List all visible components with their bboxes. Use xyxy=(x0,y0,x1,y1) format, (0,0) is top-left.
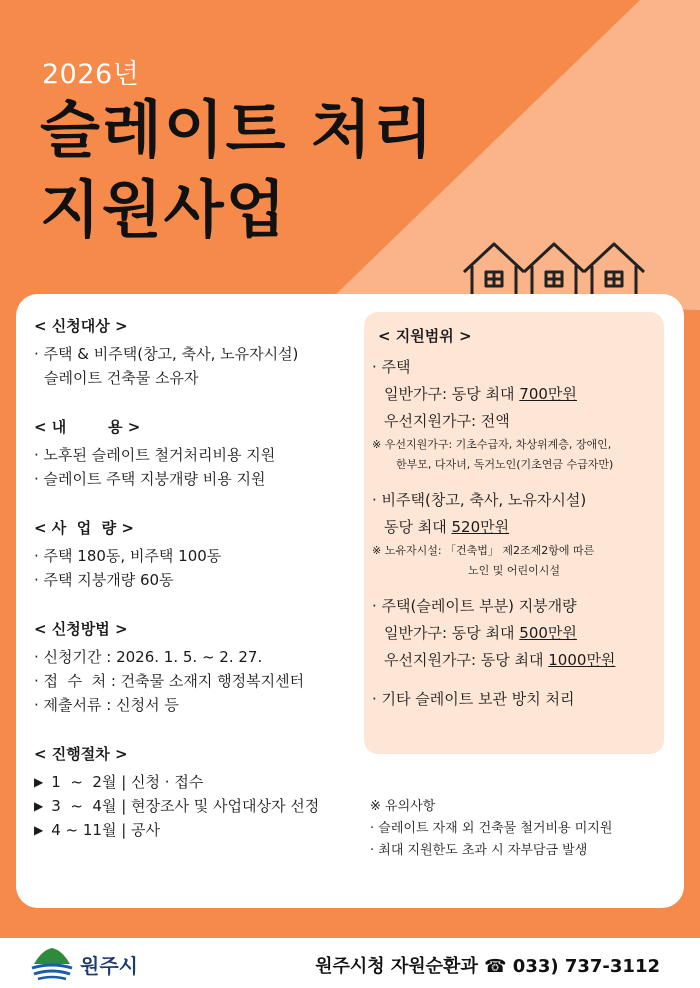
wonju-logo-icon xyxy=(30,944,74,982)
section-heading: < 사 업 량 > xyxy=(34,519,134,537)
title-line-1: 슬레이트 처리 xyxy=(40,93,435,166)
list-item: · 제출서류 : 신청서 등 xyxy=(34,696,179,714)
amount: 700만원 xyxy=(519,385,577,403)
triangle-right-icon: ▶ xyxy=(34,823,44,837)
support-roof-priority xyxy=(372,647,662,674)
process-step xyxy=(34,794,364,818)
section-process xyxy=(34,744,364,842)
support-note: 노인 및 어린이시설 xyxy=(468,564,561,577)
support-roof: · 주택(슬레이트 부분) 지붕개량 xyxy=(372,597,577,615)
label: 일반가구: 동당 최대 xyxy=(384,624,520,642)
list-item: · 신청기간 : 2026. 1. 5. ~ 2. 27. xyxy=(34,648,263,666)
year-label: 2026년 xyxy=(42,59,140,90)
list-item: 슬레이트 건축물 소유자 xyxy=(44,369,199,387)
amount: 1000만원 xyxy=(548,651,616,669)
support-house-general xyxy=(372,381,662,408)
support-note: 한부모, 다자녀, 독거노인(기초연금 수급자만) xyxy=(396,458,614,471)
triangle-right-icon: ▶ xyxy=(34,799,44,813)
note-item: · 최대 지원한도 초과 시 자부담금 발생 xyxy=(370,843,588,858)
list-item: · 노후된 슬레이트 철거처리비용 지원 xyxy=(34,446,276,464)
support-roof-general xyxy=(372,620,662,647)
list-item: · 접 수 처 : 건축물 소재지 행정복지센터 xyxy=(34,672,305,690)
list-item: · 주택 & 비주택(창고, 축사, 노유자시설) xyxy=(34,345,299,363)
support-nonhouse: · 비주택(창고, 축사, 노유자시설) xyxy=(372,491,587,509)
process-step-text: 1 ~ 2월 | 신청 · 접수 xyxy=(51,773,204,791)
support-other: · 기타 슬레이트 보관 방치 처리 xyxy=(372,690,575,708)
note-item: · 슬레이트 자재 외 건축물 철거비용 미지원 xyxy=(370,821,613,836)
title-line-2: 지원사업 xyxy=(40,173,288,246)
section-volume xyxy=(34,518,364,592)
label: 일반가구: 동당 최대 xyxy=(384,385,520,403)
section-target xyxy=(34,316,364,390)
support-nonhouse-amount xyxy=(372,514,662,541)
section-heading: < 신청방법 > xyxy=(34,620,128,638)
notes-section xyxy=(370,796,670,862)
section-heading: < 신청대상 > xyxy=(34,317,128,335)
list-item: · 슬레이트 주택 지붕개량 비용 지원 xyxy=(34,470,266,488)
houses-icon xyxy=(460,238,650,298)
support-content xyxy=(372,326,662,713)
list-item: · 주택 180동, 비주택 100동 xyxy=(34,547,222,565)
support-note: ※ 노유자시설: 「건축법」 제2조제2항에 따른 xyxy=(372,544,595,557)
page-title xyxy=(40,90,435,250)
label: 우선지원가구: 동당 최대 xyxy=(384,651,549,669)
notes-heading: ※ 유의사항 xyxy=(370,799,436,814)
left-column xyxy=(34,316,364,869)
list-item: · 주택 지붕개량 60동 xyxy=(34,571,174,589)
amount: 500만원 xyxy=(519,624,577,642)
section-heading: < 진행절차 > xyxy=(34,745,128,763)
section-method xyxy=(34,619,364,717)
process-step-text: 4 ~ 11월 | 공사 xyxy=(51,821,161,839)
process-step xyxy=(34,770,364,794)
section-heading: < 내 용 > xyxy=(34,418,141,436)
logo-text: 원주시 xyxy=(80,954,138,978)
contact-info: 원주시청 자원순환과 ☎ 033) 737-3112 xyxy=(315,956,660,977)
process-step xyxy=(34,818,364,842)
section-content xyxy=(34,417,364,491)
support-house: · 주택 xyxy=(372,358,411,376)
support-heading: < 지원범위 > xyxy=(378,327,472,345)
process-step-text: 3 ~ 4월 | 현장조사 및 사업대상자 선정 xyxy=(51,797,320,815)
label: 동당 최대 xyxy=(384,518,452,536)
support-house-priority: 우선지원가구: 전액 xyxy=(384,412,510,430)
support-note: ※ 우선지원가구: 기초수급자, 차상위계층, 장애인, xyxy=(372,438,612,451)
amount: 520만원 xyxy=(451,518,510,536)
triangle-right-icon: ▶ xyxy=(34,775,44,789)
